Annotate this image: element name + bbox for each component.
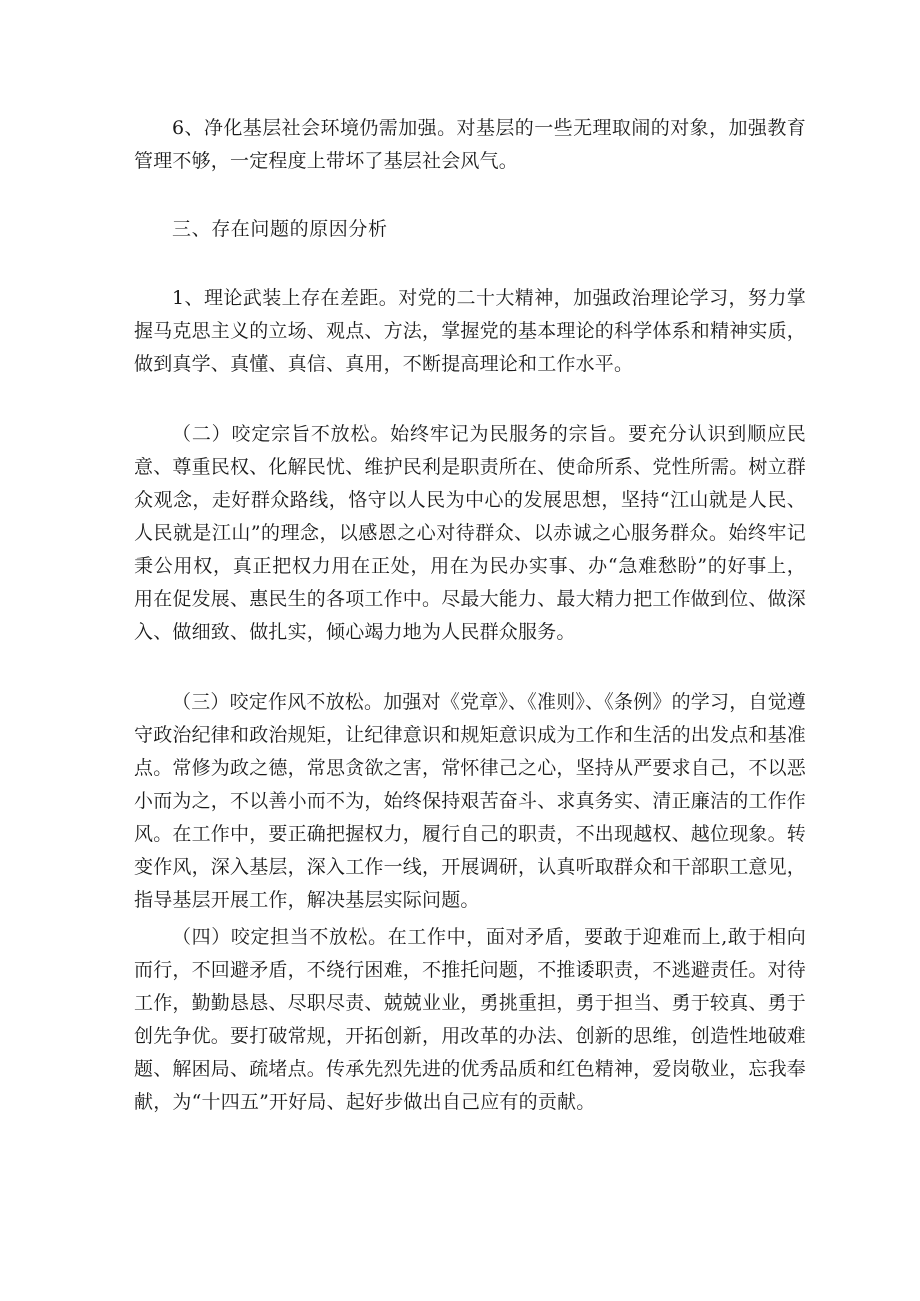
paragraph-responsibility: （四）咬定担当不放松。在工作中，面对矛盾，要敢于迎难而上,敢于相向而行，不回避矛盾，不绕行困难，不推托问题，不推诿职责，不逃避责任。对待工作，勤勤恳恳、尽职尽责、兢兢业业，勇挑重担，勇于担当、勇于较真、勇于创先争优。要打破常规，开拓创新，用改革的办法、创新的思维，创造性地破难题、解困局、疏堵点。传承先烈先进的优秀品质和红色精神，爱岗敬业，忘我奉献，为“十四五”开好局、起好步做出自己应有的贡献。 [134, 926, 807, 1113]
paragraph-item-6: 6、净化基层社会环境仍需加强。对基层的一些无理取闹的对象，加强教育管理不够，一定程度上带坏了基层社会风气。 [134, 117, 806, 172]
paragraph-work-style: （三）咬定作风不放松。加强对《党章》、《准则》、《条例》的学习，自觉遵守政治纪律和政治规矩，让纪律意识和规矩意识成为工作和生活的出发点和基准点。常修为政之德，常思贪欲之害，常怀律己之心，坚持从严要求自己，不以恶小而为之，不以善小而不为，始终保持艰苦奋斗、求真务实、清正廉洁的工作作风。在工作中，要正确把握权力，履行自己的职责，不出现越权、越位现象。转变作风，深入基层，深入工作一线，开展调研，认真听取群众和干部职工意见，指导基层开展工作，解决基层实际问题。 [134, 691, 807, 911]
section-heading-cause-analysis: 三、存在问题的原因分析 [172, 218, 388, 240]
paragraph-purpose: （二）咬定宗旨不放松。始终牢记为民服务的宗旨。要充分认识到顺应民意、尊重民权、化解民忧、维护民利是职责所在、使命所系、党性所需。树立群众观念，走好群众路线，恪守以人民为中心的发展思想，坚持“江山就是人民、人民就是江山”的理念，以感恩之心对待群众、以赤诚之心服务群众。始终牢记秉公用权，真正把权力用在正处，用在为民办实事、办“急难愁盼”的好事上，用在促发展、惠民生的各项工作中。尽最大能力、最大精力把工作做到位、做深入、做细致、做扎实，倾心竭力地为人民群众服务。 [134, 423, 807, 643]
paragraph-theory-gap: 1、理论武装上存在差距。对党的二十大精神，加强政治理论学习，努力掌握马克思主义的立场、观点、方法，掌握党的基本理论的科学体系和精神实质，做到真学、真懂、真信、真用，不断提高理论和工作水平。 [134, 287, 807, 375]
